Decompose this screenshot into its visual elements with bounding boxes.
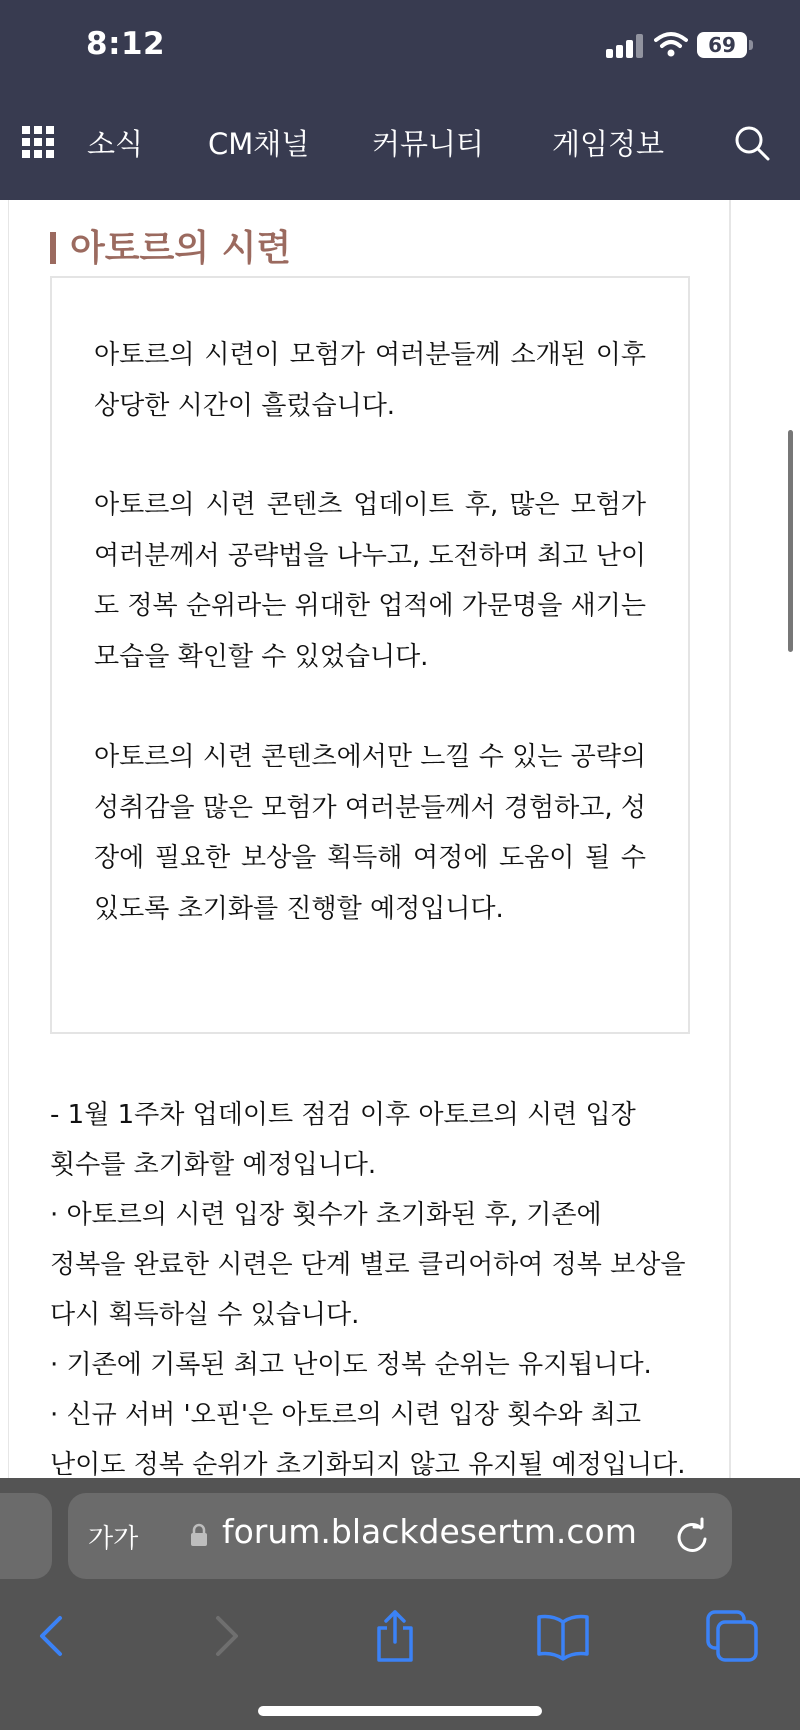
status-bar [0,0,800,92]
grid-menu-icon[interactable] [22,126,54,158]
address-bar[interactable] [68,1493,732,1579]
wifi-icon [654,30,688,58]
section-title [50,220,291,271]
previous-tab-peek[interactable] [0,1493,52,1579]
browser-bottom-bar [0,1478,800,1730]
title-accent-bar [50,232,56,264]
notice-box [50,276,690,1034]
nav-item-community[interactable]: 커뮤니티 [372,127,485,161]
text-size-button[interactable]: 가가 [88,1524,139,1554]
notice-paragraph: 아토르의 시련이 모험가 여러분들께 소개된 이후 상당한 시간이 흘렀습니다. [94,340,646,421]
battery-icon: 69 [697,32,747,58]
notice-paragraph: 아토르의 시련 콘텐츠에서만 느낄 수 있는 공략의 성취감을 많은 모험가 여러분들께서 경험하고, 성장에 필요한 보상을 획득해 여정에 도움이 될 수 있도록 초기화를 진행할 예정입니다. [94,742,646,924]
section-title-text: 아토르의 시련 [70,228,292,269]
back-icon[interactable] [22,1606,82,1666]
notice-paragraph: 아토르의 시련 콘텐츠 업데이트 후, 많은 모험가 여러분께서 공략법을 나누고, 도전하며 최고 난이도 정복 순위라는 위대한 업적에 가문명을 새기는 모습을 확인할 수 있었습니다. [94,490,646,672]
nav-item-cm-channel[interactable]: CM채널 [208,127,310,161]
body-text-line: · 아토르의 시련 입장 횟수가 초기화된 후, 기존에 [50,1200,602,1230]
share-icon[interactable] [365,1606,425,1666]
signal-icon [606,34,644,58]
lock-icon [190,1523,208,1547]
status-time: 8:12 [86,26,166,62]
nav-item-game-info[interactable]: 게임정보 [552,127,665,161]
bookmarks-icon[interactable] [533,1606,593,1666]
search-icon[interactable] [733,124,771,162]
body-text-line: - 1월 1주차 업데이트 점검 이후 아토르의 시련 입장 [50,1100,636,1130]
article-content [0,200,800,1478]
body-text-line: 횟수를 초기화할 예정입니다. [50,1150,377,1180]
home-indicator [258,1706,542,1716]
site-nav [0,92,800,200]
scrollbar-thumb[interactable] [788,430,793,652]
nav-item-news[interactable]: 소식 [87,127,144,161]
body-text-line: 난이도 정복 순위가 초기화되지 않고 유지될 예정입니다. [50,1450,686,1478]
app-header [0,0,800,200]
forward-icon[interactable] [196,1606,256,1666]
content-border-left [8,200,9,1478]
body-text-line: · 기존에 기록된 최고 난이도 정복 순위는 유지됩니다. [50,1350,652,1380]
reload-icon[interactable] [674,1517,710,1555]
tabs-icon[interactable] [702,1606,762,1666]
url-text: forum.blackdesertm.com [222,1512,637,1551]
content-border-right [729,200,731,1478]
battery-tip [749,40,753,50]
body-text-line: 정복을 완료한 시련은 단계 별로 클리어하여 정복 보상을 [50,1250,686,1280]
body-text-line: 다시 획득하실 수 있습니다. [50,1300,360,1330]
body-text-line: · 신규 서버 '오핀'은 아토르의 시련 입장 횟수와 최고 [50,1400,641,1430]
